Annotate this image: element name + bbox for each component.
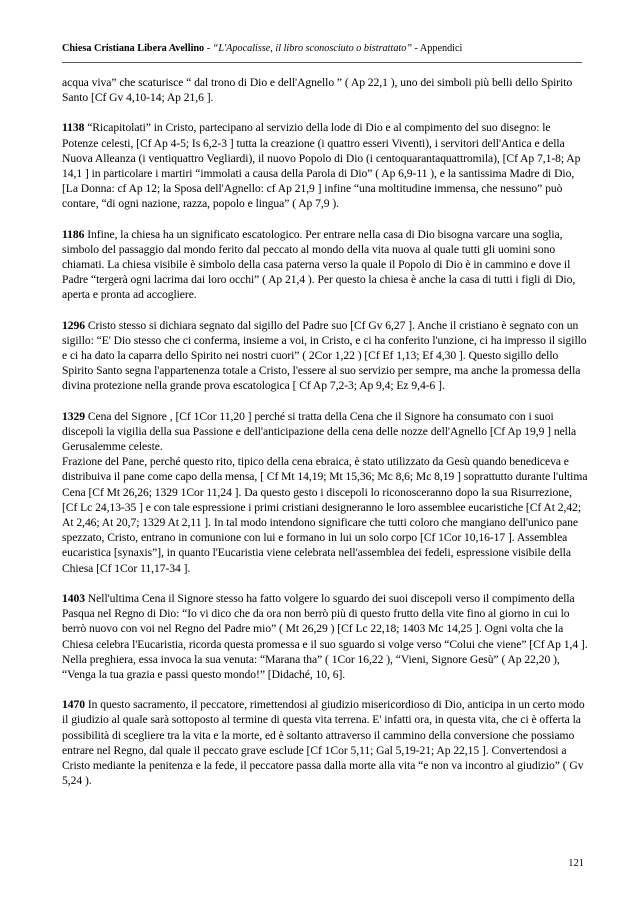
paragraph-1470 [62,697,588,788]
paragraph-1186 [62,227,588,303]
paragraph-number: 1470 [62,698,85,712]
header-source: Chiesa Cristiana Libera Avellino [62,43,205,54]
paragraph-text: “Ricapitolati” in Cristo, partecipano al servizio della lode di Dio e al compimento del suo disegno: le Potenze celesti, [Cf Ap 4-5; Is 6,2-3 ] tutta la creazione (i quattro esseri Viventi), i servitori dell'Antica e della Nuova Alleanza (i ventiquattro Vegliardi), il nuovo Popolo di Dio (i centoquarantaquattromila), [Cf Ap 7,1-8; Ap 14,1 ] in particolare i martiri “immolati a causa della Parola di Dio” ( Ap 6,9-11 ), e la santissima Madre di Dio, [La Donna: cf Ap 12; la Sposa dell'Agnello: cf Ap 21,9 ] infine “una moltitudine immensa, che nessuno” può contare, “di ogni nazione, razza, popolo e lingua” ( Ap 7,9 ). [62,121,581,211]
paragraph-1329 [62,409,588,576]
paragraph-text: In questo sacramento, il peccatore, rimettendosi al giudizio misericordioso di Dio, anticipa in un certo modo il giudizio al quale sarà sottoposto al termine di questa vita terrena. E' infatti ora, in questa vita, che ci è offerta la possibilità di scegliere tra la vita e la morte, ed è soltanto attraverso il cammino della conversione che possiamo entrare nel Regno, dal quale il peccato grave esclude [Cf 1Cor 5,11; Gal 5,19-21; Ap 22,15 ]. Convertendosi a Cristo mediante la penitenza e la fede, il peccatore passa dalla morte alla vita “e non va incontro al giudizio” ( Gv 5,24 ). [62,698,585,788]
paragraph-continued [62,75,588,105]
paragraph-text: acqua viva” che scaturisce “ dal trono di Dio e dell'Agnello ” ( Ap 22,1 ), uno dei simboli più belli dello Spirito Santo [Cf Gv 4,10-14; Ap 21,6 ]. [62,76,573,105]
paragraph-continuation: Frazione del Pane, perché questo rito, tipico della cena ebraica, è stato utilizzato da Gesù quando benediceva e distribuiva il pane come capo della mensa, [ Cf Mt 14,19; Mt 15,36; Mc 8,6; Mc 8,19 ] soprattutto durante l'ultima Cena [Cf Mt 26,26; 1329 1Cor 11,24 ]. Da questo gesto i discepoli lo riconosceranno dopo la sua Risurrezione, [Cf Lc 24,13-35 ] e con tale espressione i primi cristiani designeranno le loro assemblee eucaristiche [Cf At 2,42; At 2,46; At 20,7; 1329 At 2,11 ]. In tal modo intendono significare che tutti coloro che mangiano dell'unico pane spezzato, Cristo, entrano in comunione con lui e formano in lui un solo corpo [Cf 1Cor 10,16-17 ]. Assemblea eucaristica [synaxis”], in quanto l'Eucaristia viene celebrata nell'assemblea dei fedeli, espressione visibile della Chiesa [Cf 1Cor 11,17-34 ]. [62,455,588,575]
paragraph-text: Nell'ultima Cena il Signore stesso ha fatto volgere lo sguardo dei suoi discepoli verso il compimento della Pasqua nel Regno di Dio: “Io vi dico che da ora non berrò più di questo frutto della vite fino al giorno in cui lo berrò nuovo con voi nel Regno del Padre mio” ( Mt 26,29 ) [Cf Lc 22,18; 1403 Mc 14,25 ]. Ogni volta che la Chiesa celebra l'Eucaristia, ricorda questa promessa e il suo sguardo si volge verso “Colui che viene” [Cf Ap 1,4 ]. Nella preghiera, essa invoca la sua venuta: “Marana tha” ( 1Cor 16,22 ), “Vieni, Signore Gesù” ( Ap 22,20 ), “Venga la tua grazia e passi questo mondo!” [Didaché, 10, 6]. [62,591,588,681]
body-text [62,75,588,803]
paragraph-number: 1296 [62,318,85,332]
header-title: “L'Apocalisse, il libro sconosciuto o bistrattato” [212,43,412,54]
header-rule [62,62,582,63]
paragraph-text: Infine, la chiesa ha un significato escatologico. Per entrare nella casa di Dio bisogna varcare una soglia, simbolo del passaggio dal mondo ferito dal peccato al mondo della vita nuova al quale tutti gli uomini sono chiamati. La chiesa visibile è simbolo della casa paterna verso la quale il Popolo di Dio è in cammino e dove il Padre “tergerà ogni lacrima dai loro occhi” ( Ap 21,4 ). Per questo la chiesa è anche la casa di tutti i figli di Dio, aperta e pronta ad accogliere. [62,227,576,302]
paragraph-1403 [62,591,588,682]
paragraph-number: 1403 [62,591,85,605]
paragraph-1296 [62,318,588,394]
paragraph-1138 [62,120,588,211]
running-header [62,42,582,55]
header-section: - Appendici [412,43,463,54]
paragraph-number: 1186 [62,227,85,241]
paragraph-number: 1138 [62,121,85,135]
header-separator: - [204,43,213,54]
paragraph-number: 1329 [62,409,85,423]
page-number: 121 [568,858,584,869]
paragraph-text: Cena del Signore , [Cf 1Cor 11,20 ] perché si tratta della Cena che il Signore ha consumato con i suoi discepoli la vigilia della sua Passione e dell'anticipazione della cena delle nozze dell'Agnello [Cf Ap 19,9 ] nella Gerusalemme celeste. [62,409,577,454]
paragraph-text: Cristo stesso si dichiara segnato dal sigillo del Padre suo [Cf Gv 6,27 ]. Anche il cristiano è segnato con un sigillo: “E' Dio stesso che ci conferma, insieme a voi, in Cristo, e ci ha conferito l'unzione, ci ha impresso il sigillo e ci ha dato la caparra dello Spirito nei nostri cuori” ( 2Cor 1,22 ) [Cf Ef 1,13; Ef 4,30 ]. Questo sigillo dello Spirito Santo segna l'appartenenza totale a Cristo, l'essere al suo servizio per sempre, ma anche la promessa della divina protezione nella grande prova escatologica [ Cf Ap 7,2-3; Ap 9,4; Ez 9,4-6 ]. [62,318,587,393]
